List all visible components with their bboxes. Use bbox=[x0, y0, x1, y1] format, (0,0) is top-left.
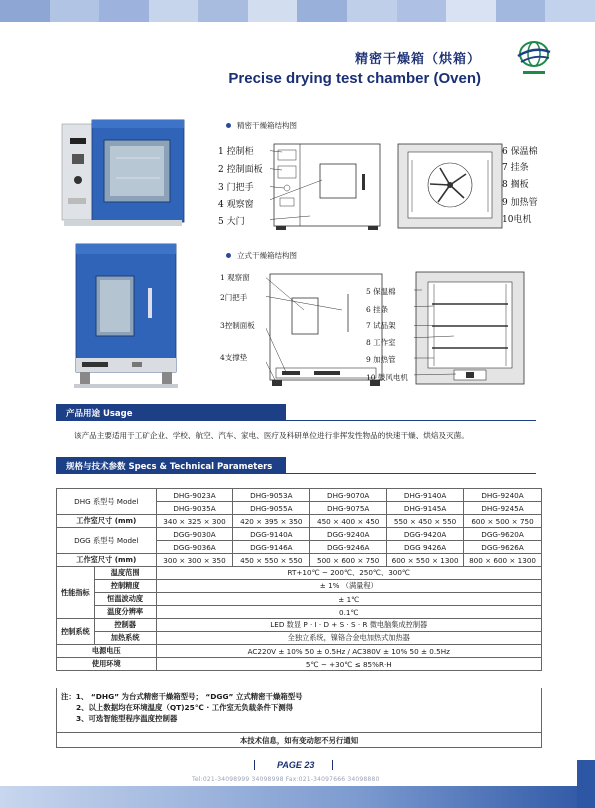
diagram1-label-6: 6 保温棉 bbox=[502, 147, 538, 157]
usage-header: 产品用途 Usage bbox=[56, 404, 286, 421]
table-row bbox=[57, 645, 542, 658]
note-line-1: 注：1、 “DHG” 为台式精密干燥箱型号； “DGG” 立式精密干燥箱型号 bbox=[61, 692, 303, 701]
bullet-dot-icon bbox=[226, 253, 231, 258]
table-cell: DHG-9035A bbox=[156, 502, 233, 515]
bench-oven-photo bbox=[60, 118, 186, 230]
table-cell: 800 × 600 × 1300 bbox=[464, 554, 542, 567]
band-segment bbox=[50, 0, 100, 22]
table-cell: 450 × 550 × 550 bbox=[233, 554, 310, 567]
param-value: RT+10℃ ~ 200℃、250℃、300℃ bbox=[156, 567, 541, 580]
table-cell: DGG-9240A bbox=[310, 528, 387, 541]
dhg-size-label: 工作室尺寸 (mm) bbox=[57, 515, 157, 528]
param-name: 温度范围 bbox=[94, 567, 156, 580]
diagram2-label-10: 10 鼓风电机 bbox=[366, 373, 408, 382]
bottom-corner-decor bbox=[577, 760, 595, 808]
globe-logo-icon bbox=[513, 38, 555, 78]
change-notice: 本技术信息，如有变动恕不另行通知 bbox=[56, 732, 542, 748]
diagram1-label-7: 7 挂条 bbox=[502, 163, 529, 173]
table-cell: 340 × 325 × 300 bbox=[156, 515, 233, 528]
diagram2-label-9: 9 加热管 bbox=[366, 355, 396, 364]
diagram1-label-9: 9 加热管 bbox=[502, 198, 538, 208]
table-cell: DGG-9140A bbox=[233, 528, 310, 541]
table-row bbox=[57, 606, 542, 619]
band-segment bbox=[297, 0, 347, 22]
band-segment bbox=[198, 0, 248, 22]
param-name: 恒温波动度 bbox=[94, 593, 156, 606]
band-segment bbox=[99, 0, 149, 22]
param-name: 温度分辨率 bbox=[94, 606, 156, 619]
perf-group-label: 性能指标 bbox=[57, 567, 95, 619]
ctrl-group-label: 控制系统 bbox=[57, 619, 95, 645]
specs-rule bbox=[56, 473, 536, 474]
diagram1-label-1: 1 控制柜 bbox=[218, 147, 254, 157]
table-cell: DGG-9036A bbox=[156, 541, 233, 554]
table-cell: DHG-9145A bbox=[387, 502, 464, 515]
param-name: 使用环境 bbox=[57, 658, 157, 671]
diagram1-label-2: 2 控制面板 bbox=[218, 165, 263, 175]
param-name: 加热系统 bbox=[94, 632, 156, 645]
table-cell: DHG-9023A bbox=[156, 489, 233, 502]
table-cell: 600 × 550 × 1300 bbox=[387, 554, 464, 567]
diagram2-label-5: 5 保温棉 bbox=[366, 287, 396, 296]
table-row bbox=[57, 632, 542, 645]
band-segment bbox=[545, 0, 595, 22]
param-value: 5℃ ~ +30℃ ≤ 85%R·H bbox=[156, 658, 541, 671]
param-name: 控制精度 bbox=[94, 580, 156, 593]
top-decor-band bbox=[0, 0, 595, 22]
bench-oven-diagram bbox=[270, 140, 506, 232]
table-row bbox=[57, 515, 542, 528]
table-row bbox=[57, 528, 542, 541]
band-segment bbox=[397, 0, 447, 22]
table-row bbox=[57, 554, 542, 567]
table-cell: DGG-9146A bbox=[233, 541, 310, 554]
note-line-2: 2、以上数据均在环境温度（QT)25℃ · 工作室无负载条件下测得 bbox=[76, 703, 294, 712]
band-segment bbox=[446, 0, 496, 22]
note-line-3: 3、可选智能型程序温度控制器 bbox=[76, 714, 178, 723]
usage-text: 该产品主要适用于工矿企业、学校、航空、汽车、家电、医疗及科研单位进行非挥发性物品的快速干燥、烘焙及灭菌。 bbox=[74, 431, 469, 440]
diagram1-label-10: 10电机 bbox=[502, 215, 532, 225]
diagram1-label-3: 3 门把手 bbox=[218, 183, 254, 193]
table-cell: DHG-9245A bbox=[464, 502, 542, 515]
band-segment bbox=[496, 0, 546, 22]
table-cell: 300 × 300 × 350 bbox=[156, 554, 233, 567]
vertical-oven-section-diagram bbox=[414, 270, 526, 390]
table-cell: DGG-9620A bbox=[464, 528, 542, 541]
table-cell: DGG 9426A bbox=[387, 541, 464, 554]
diagram2-label-4: 4支撑垫 bbox=[220, 353, 248, 362]
table-cell: 600 × 500 × 750 bbox=[464, 515, 542, 528]
spec-table bbox=[56, 488, 542, 671]
diagram2-label-6: 6 挂条 bbox=[366, 305, 389, 314]
dgg-model-label: DGG 系型号 Model bbox=[57, 528, 157, 554]
diagram2-label-1: 1 观察窗 bbox=[220, 273, 250, 282]
diagram2-label-2: 2门把手 bbox=[220, 293, 248, 302]
table-cell: DGG-9626A bbox=[464, 541, 542, 554]
bullet-dot-icon bbox=[226, 123, 231, 128]
diagram2-caption: 立式干燥箱结构图 bbox=[226, 250, 297, 261]
table-cell: DHG-9070A bbox=[310, 489, 387, 502]
table-cell: DGG-9030A bbox=[156, 528, 233, 541]
table-cell: DHG-9053A bbox=[233, 489, 310, 502]
param-value: LED 数显 P · I · D + S · S · R 微电脑集成控制器 bbox=[156, 619, 541, 632]
band-segment bbox=[0, 0, 50, 22]
table-row bbox=[57, 567, 542, 580]
table-row bbox=[57, 619, 542, 632]
param-name: 控制器 bbox=[94, 619, 156, 632]
band-segment bbox=[149, 0, 199, 22]
diagram1-caption: 精密干燥箱结构图 bbox=[226, 120, 297, 131]
param-value: ± 1℃ bbox=[156, 593, 541, 606]
table-cell: DHG-9075A bbox=[310, 502, 387, 515]
table-cell: DHG-9055A bbox=[233, 502, 310, 515]
contact-info: Tel:021-34098999 34098998 Fax:021-34097666 34098880 bbox=[192, 776, 380, 783]
page-title-en: Precise drying test chamber (Oven) bbox=[228, 70, 481, 87]
param-value: 全独立系统，镍铬合金电加热式加热器 bbox=[156, 632, 541, 645]
table-cell: 550 × 450 × 550 bbox=[387, 515, 464, 528]
table-row bbox=[57, 489, 542, 502]
table-cell: DGG-9420A bbox=[387, 528, 464, 541]
specs-header: 规格与技术参数 Specs & Technical Parameters bbox=[56, 457, 286, 474]
page-number: PAGE 23 bbox=[254, 760, 333, 770]
param-value: ± 1% （满量程） bbox=[156, 580, 541, 593]
band-segment bbox=[248, 0, 298, 22]
bottom-decor-band bbox=[0, 786, 595, 808]
diagram2-label-8: 8 工作室 bbox=[366, 338, 396, 347]
param-value: 0.1℃ bbox=[156, 606, 541, 619]
page-title-cn: 精密干燥箱（烘箱） bbox=[354, 52, 481, 67]
param-name: 电源电压 bbox=[57, 645, 157, 658]
table-cell: DHG-9140A bbox=[387, 489, 464, 502]
table-cell: DHG-9240A bbox=[464, 489, 542, 502]
table-row bbox=[57, 580, 542, 593]
table-cell: 500 × 600 × 750 bbox=[310, 554, 387, 567]
dhg-model-label: DHG 系型号 Model bbox=[57, 489, 157, 515]
table-row bbox=[57, 658, 542, 671]
table-cell: DGG-9246A bbox=[310, 541, 387, 554]
param-value: AC220V ± 10% 50 ± 0.5Hz / AC380V ± 10% 50 ± 0.5Hz bbox=[156, 645, 541, 658]
table-cell: 420 × 395 × 350 bbox=[233, 515, 310, 528]
table-row bbox=[57, 593, 542, 606]
band-segment bbox=[347, 0, 397, 22]
diagram1-label-4: 4 观察窗 bbox=[218, 200, 254, 210]
usage-rule bbox=[56, 420, 536, 421]
diagram2-label-3: 3控制面板 bbox=[220, 321, 255, 330]
diagram1-label-5: 5 大门 bbox=[218, 217, 245, 227]
spec-notes bbox=[56, 688, 542, 732]
diagram2-label-7: 7 试品架 bbox=[366, 321, 396, 330]
diagram1-label-8: 8 搁板 bbox=[502, 180, 529, 190]
vertical-oven-photo bbox=[72, 242, 180, 390]
table-cell: 450 × 400 × 450 bbox=[310, 515, 387, 528]
dgg-size-label: 工作室尺寸 (mm) bbox=[57, 554, 157, 567]
